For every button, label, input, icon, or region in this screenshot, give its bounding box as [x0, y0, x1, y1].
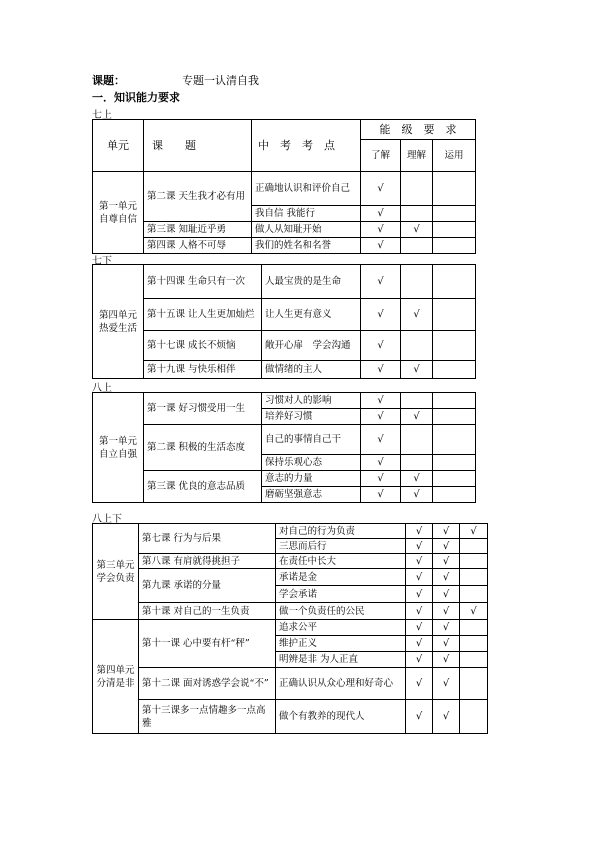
col-header-level: 能 级 要 求 [361, 120, 476, 140]
check-cell: √ [406, 603, 433, 620]
point-cell: 我自信 我能行 [252, 206, 361, 222]
col-header-lesson: 课 题 [144, 120, 252, 172]
check-cell: √ [361, 206, 401, 222]
check-cell: √ [406, 636, 433, 652]
check-cell: √ [460, 524, 488, 539]
lesson-cell: 第十七课 成长不烦恼 [144, 331, 262, 361]
check-cell: √ [401, 299, 433, 331]
grade-label: 八上下 [92, 514, 122, 525]
check-cell: √ [406, 586, 433, 603]
check-cell: √ [361, 361, 401, 379]
check-cell: √ [361, 222, 401, 238]
lesson-cell: 第十四课 生命只有一次 [144, 265, 262, 299]
check-cell: √ [433, 569, 460, 586]
lesson-cell: 第九课 承诺的分量 [139, 569, 276, 603]
check-cell: √ [433, 620, 460, 636]
point-cell: 维护正义 [276, 636, 406, 652]
point-cell: 培养好习惯 [262, 409, 361, 425]
lesson-cell: 第四课 人格不可辱 [144, 238, 252, 254]
check-cell: √ [433, 668, 460, 700]
check-cell: √ [401, 471, 433, 487]
check-cell: √ [361, 331, 401, 361]
grade-label: 八上 [92, 383, 112, 394]
point-cell: 敞开心扉 学会沟通 [262, 331, 361, 361]
check-cell: √ [406, 569, 433, 586]
check-cell: √ [433, 586, 460, 603]
grade-label: 七上 [92, 110, 112, 121]
lesson-cell: 第七课 行为与后果 [139, 524, 276, 554]
check-cell: √ [406, 700, 433, 734]
point-cell: 人最宝贵的是生命 [262, 265, 361, 299]
check-cell: √ [361, 265, 401, 299]
check-cell: √ [361, 172, 401, 206]
check-cell: √ [361, 409, 401, 425]
lesson-cell: 第十一课 心中要有杆“秤” [139, 620, 276, 668]
check-cell: √ [406, 652, 433, 668]
col-header-point: 中 考 考 点 [252, 120, 361, 172]
lesson-cell: 第十课 对自己的一生负责 [139, 603, 276, 620]
lesson-cell: 第八课 有肩就得挑担子 [139, 554, 276, 569]
point-cell: 做情绪的主人 [262, 361, 361, 379]
check-cell: √ [433, 700, 460, 734]
topic-label: 课题： [92, 74, 125, 87]
point-cell: 让人生更有意义 [262, 299, 361, 331]
check-cell: √ [433, 554, 460, 569]
unit-name: 第四单元 热爱生活 [93, 265, 144, 379]
table-grade-7a [92, 119, 476, 254]
col-header-understand: 了解 [361, 140, 401, 172]
unit-name: 第一单元 自尊自信 [93, 172, 144, 254]
point-cell: 正确认识从众心理和好奇心 [276, 668, 406, 700]
lesson-cell: 第十三课多一点情趣多一点高雅 [139, 700, 276, 734]
check-cell: √ [401, 361, 433, 379]
point-cell: 三思而后行 [276, 539, 406, 554]
lesson-cell: 第一课 好习惯受用一生 [144, 393, 262, 425]
lesson-cell: 第三课 知耻近乎勇 [144, 222, 252, 238]
check-cell: √ [361, 487, 401, 503]
check-cell: √ [361, 299, 401, 331]
table-grade-7b [92, 264, 476, 379]
point-cell: 追求公平 [276, 620, 406, 636]
point-cell: 正确地认识和评价自己 [252, 172, 361, 206]
point-cell: 保持乐观心态 [262, 455, 361, 471]
lesson-cell: 第十五课 让人生更加灿烂 [144, 299, 262, 331]
lesson-cell: 第二课 积极的生活态度 [144, 425, 262, 471]
point-cell: 做个有教养的现代人 [276, 700, 406, 734]
unit-name: 第三单元学会负责 [93, 524, 139, 620]
check-cell: √ [460, 603, 488, 620]
lesson-cell: 第十二课 面对诱惑学会说“不” [139, 668, 276, 700]
check-cell: √ [433, 539, 460, 554]
check-cell: √ [406, 554, 433, 569]
check-cell: √ [401, 222, 433, 238]
check-cell: √ [406, 539, 433, 554]
section-heading: 一．知识能力要求 [92, 91, 180, 104]
unit-name: 第四单元分清是非 [93, 620, 139, 734]
point-cell: 承诺是金 [276, 569, 406, 586]
point-cell: 习惯对人的影响 [262, 393, 361, 409]
col-header-apply: 运用 [433, 140, 476, 172]
topic-title: 专题一认清自我 [182, 74, 259, 87]
check-cell: √ [433, 636, 460, 652]
check-cell: √ [406, 620, 433, 636]
check-cell: √ [361, 455, 401, 471]
lesson-cell: 第十九课 与快乐相伴 [144, 361, 262, 379]
check-cell: √ [361, 425, 401, 455]
point-cell: 学会承诺 [276, 586, 406, 603]
point-cell: 对自己的行为负责 [276, 524, 406, 539]
check-cell: √ [361, 238, 401, 254]
check-cell: √ [433, 603, 460, 620]
check-cell: √ [433, 652, 460, 668]
table-grade-8b [92, 523, 488, 734]
table-grade-8a [92, 392, 476, 503]
point-cell: 做人从知耻开始 [252, 222, 361, 238]
check-cell: √ [406, 668, 433, 700]
col-header-unit: 单元 [93, 120, 144, 172]
point-cell: 磨砺坚强意志 [262, 487, 361, 503]
unit-name: 第一单元自立自强 [93, 393, 144, 503]
check-cell: √ [401, 409, 433, 425]
lesson-cell: 第二课 天生我才必有用 [144, 172, 252, 222]
check-cell: √ [401, 487, 433, 503]
point-cell: 做一个负责任的公民 [276, 603, 406, 620]
point-cell: 自己的事情自己干 [262, 425, 361, 455]
col-header-comprehend: 理解 [401, 140, 433, 172]
lesson-cell: 第三课 优良的意志品质 [144, 471, 262, 503]
point-cell: 在责任中长大 [276, 554, 406, 569]
check-cell: √ [361, 393, 401, 409]
point-cell: 我们的姓名和名誉 [252, 238, 361, 254]
point-cell: 意志的力量 [262, 471, 361, 487]
grade-label: 七下 [92, 256, 112, 267]
check-cell: √ [406, 524, 433, 539]
point-cell: 明辨是非 为人正直 [276, 652, 406, 668]
check-cell: √ [433, 524, 460, 539]
check-cell: √ [361, 471, 401, 487]
